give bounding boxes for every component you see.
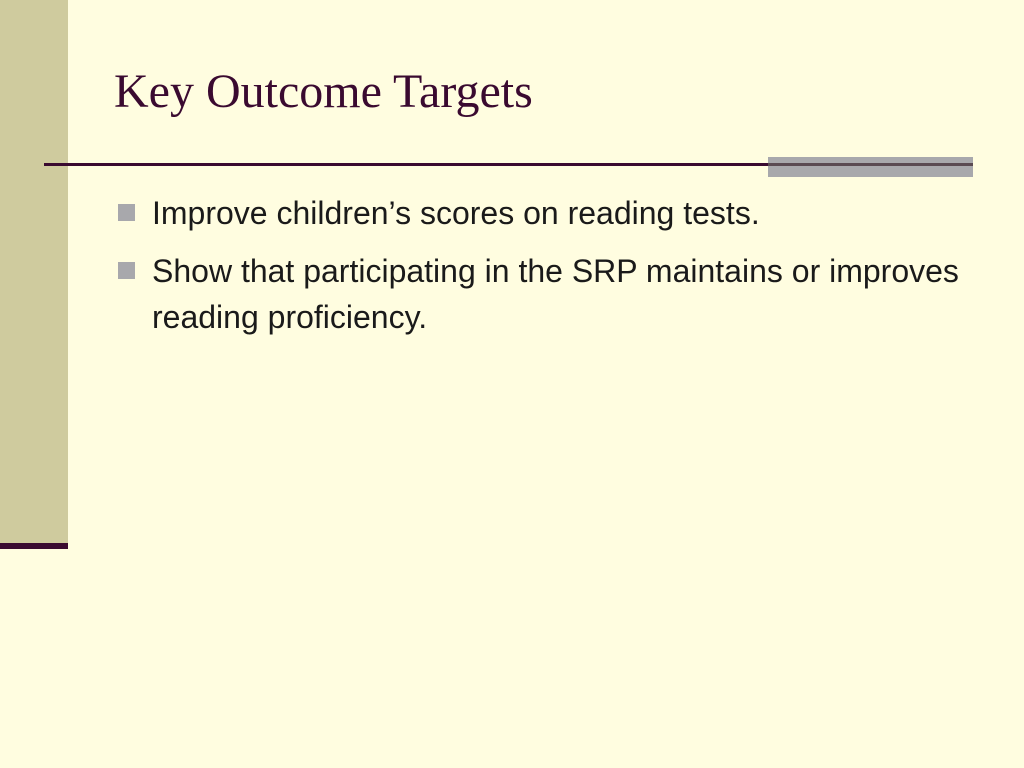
slide-title: Key Outcome Targets	[114, 65, 533, 118]
title-rule-highlight	[768, 157, 973, 177]
bullet-text: Show that participating in the SRP maintains or improves reading proficiency.	[152, 253, 959, 335]
square-bullet-icon	[118, 204, 135, 221]
bullet-item	[116, 248, 976, 340]
bullet-item	[116, 190, 976, 236]
left-accent-bar	[0, 543, 68, 549]
bullet-list	[116, 190, 976, 352]
bullet-text: Improve children’s scores on reading tests.	[152, 195, 760, 231]
square-bullet-icon	[118, 262, 135, 279]
title-rule-highlight-line	[768, 163, 973, 166]
left-decorative-band	[0, 0, 68, 543]
